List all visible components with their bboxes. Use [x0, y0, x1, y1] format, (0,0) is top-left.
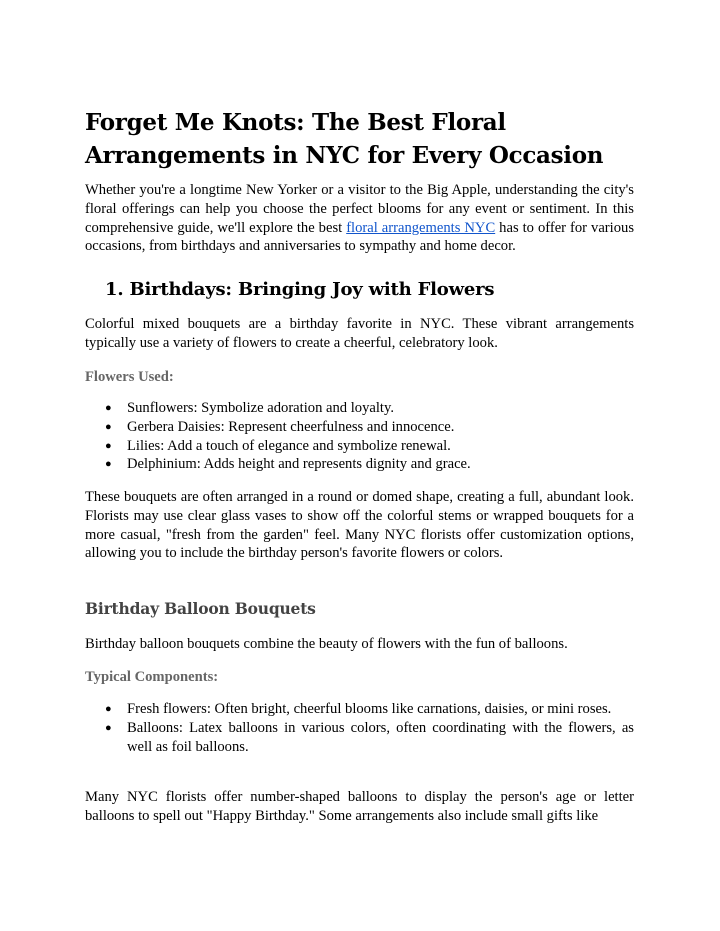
floral-arrangements-link[interactable]: floral arrangements NYC	[346, 219, 496, 236]
bullet-icon: ●	[105, 420, 112, 433]
bullet-icon: ●	[105, 721, 112, 734]
intro-paragraph	[85, 181, 634, 256]
bullet-icon: ●	[105, 703, 112, 715]
list-item-text: Sunflowers: Symbolize adoration and loyalty.	[127, 400, 394, 416]
list-item	[85, 700, 634, 719]
list-item-text: Fresh flowers: Often bright, cheerful blooms like carnations, daisies, or mini roses.	[127, 701, 612, 717]
section-heading-birthdays: 1. Birthdays: Bringing Joy with Flowers	[105, 279, 495, 300]
list-item	[85, 719, 634, 757]
intro-text-before: Whether you're a longtime New Yorker or a visitor to the Big Apple, understanding the city's floral offerings can help you choose the perfect blooms for any event or sentiment. In this comprehensive guide, we'll explore the best	[85, 182, 634, 236]
list-item	[85, 455, 634, 474]
balloon-bouquets-paragraph: Birthday balloon bouquets combine the beauty of flowers with the fun of balloons.	[85, 636, 568, 652]
list-item-text: Delphinium: Adds height and represents dignity and grace.	[127, 456, 471, 473]
bullet-icon: ●	[105, 458, 112, 471]
bullet-icon: ●	[105, 439, 112, 452]
list-item	[85, 418, 634, 437]
list-item	[85, 399, 634, 418]
balloons-paragraph: Many NYC florists offer number-shaped balloons to display the person's age or letter balloons to spell out "Happy Birthday." Some arrangements also include small gifts like	[85, 789, 634, 824]
birthdays-paragraph: Colorful mixed bouquets are a birthday favorite in NYC. These vibrant arrangements typically use a variety of flowers to create a cheerful, celebratory look.	[85, 316, 634, 351]
page-title: Forget Me Knots: The Best Floral Arrangements in NYC for Every Occasion	[85, 109, 604, 169]
flowers-used-list	[85, 399, 634, 474]
bouquets-paragraph: These bouquets are often arranged in a round or domed shape, creating a full, abundant look. Florists may use clear glass vases to show off the colorful stems or wrapped bouquets for a more casual, "fresh from the garden" feel. Many NYC florists offer customization options, allowing you to include the birthday person's favorite flowers or colors.	[85, 489, 634, 562]
list-item	[85, 437, 634, 456]
typical-components-label: Typical Components:	[85, 669, 219, 685]
subsection-heading-balloon-bouquets: Birthday Balloon Bouquets	[85, 599, 316, 618]
list-item-text: Lilies: Add a touch of elegance and symbolize renewal.	[127, 437, 451, 454]
flowers-used-label: Flowers Used:	[85, 369, 174, 385]
list-item-text: Gerbera Daisies: Represent cheerfulness and innocence.	[127, 418, 455, 435]
list-item-text: Balloons: Latex balloons in various colors, often coordinating with the flowers, as well as foil balloons.	[127, 719, 634, 755]
bullet-icon: ●	[105, 402, 112, 414]
components-list	[85, 700, 634, 756]
intro-text-after: has to offer for various occasions, from birthdays and anniversaries to sympathy and home decor.	[85, 219, 634, 255]
